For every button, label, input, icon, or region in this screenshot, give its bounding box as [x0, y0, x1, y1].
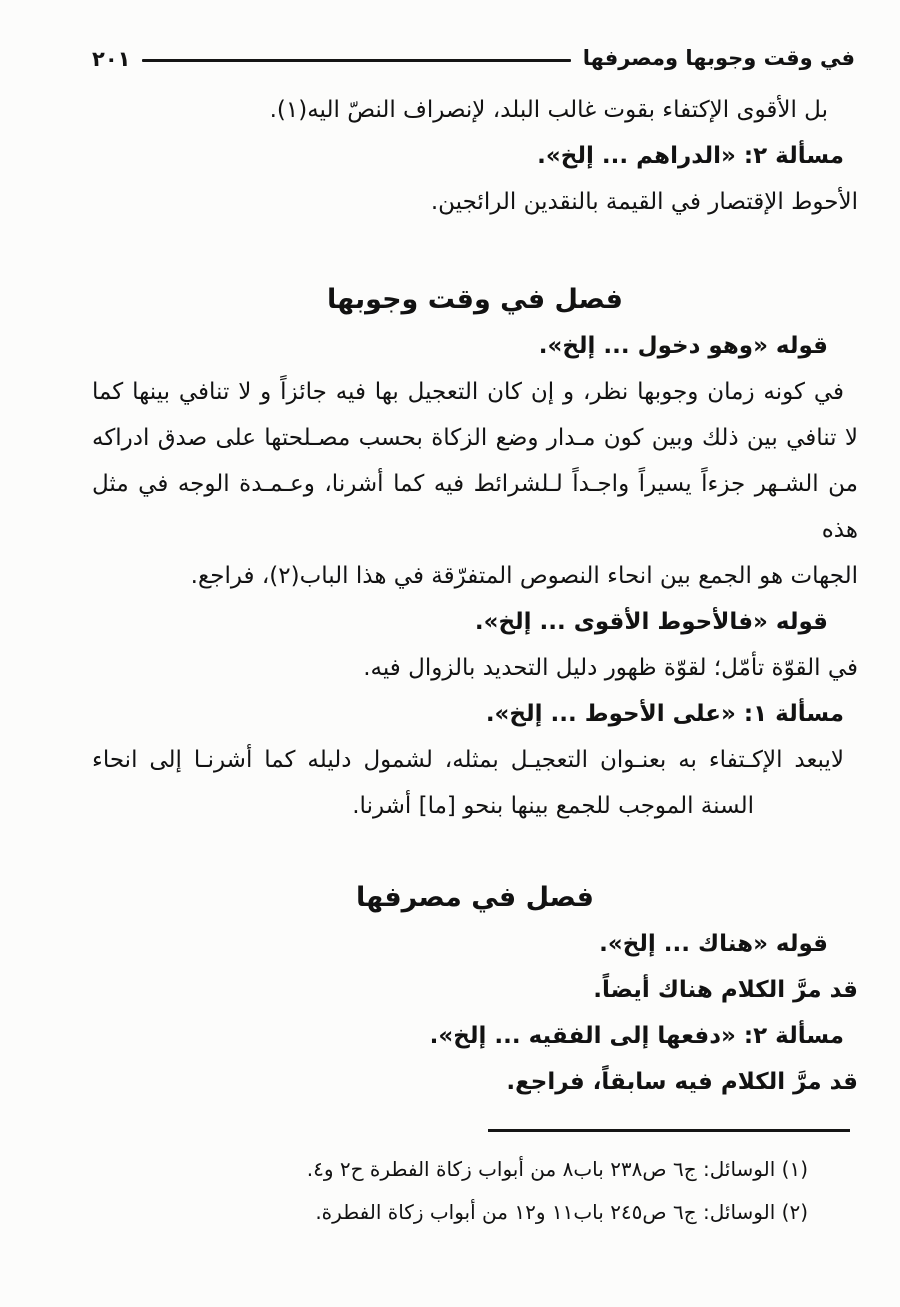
masala-heading: مسألة ٢: «الدراهم ... إلخ». [537, 143, 844, 170]
footnote-1: (١) الوسائل: ج٦ ص٢٣٨ باب٨ من أبواب زكاة الفطرة ح٢ و٤. [306, 1157, 808, 1182]
paragraph-line: لايبعد الإكـتفاء به بعنـوان التعجيـل بمثله، لشمول دليله كما أشرنـا إلى انحاء [92, 747, 844, 774]
page-body [0, 87, 900, 1105]
footnote-separator [488, 1129, 850, 1132]
masala-heading: مسألة ١: «على الأحوط ... إلخ». [485, 701, 844, 728]
paragraph-line: السنة الموجب للجمع بينها بنحو [ما] أشرنا. [352, 793, 754, 820]
footnotes [0, 1148, 900, 1234]
intro-line: بل الأقوى الإكتفاء بقوت غالب البلد، لإنصراف النصّ اليه(١). [269, 97, 828, 124]
comment-line: قد مرَّ الكلام هناك أيضاً. [593, 977, 858, 1004]
section-heading-masraf: فصل في مصرفها [356, 882, 594, 914]
paragraph-line: من الشـهر جزءاً يسيراً واجـداً لـلشرائط فيه كما أشرنا، وعـمـدة الوجه في مثل هذه [92, 471, 858, 544]
section-heading-waqt: فصل في وقت وجوبها [327, 284, 623, 316]
paragraph-line: لا تنافي بين ذلك وبين كون مـدار وضع الزكاة بحسب مصـلحتها على صدق ادراكه [92, 425, 858, 452]
footnote-2: (٢) الوسائل: ج٦ ص٢٤٥ باب١١ و١٢ من أبواب زكاة الفطرة. [315, 1200, 808, 1225]
comment-line: في القوّة تأمّل؛ لقوّة ظهور دليل التحديد بالزوال فيه. [363, 655, 858, 682]
page-number: ٢٠١ [92, 46, 131, 71]
header-rule [142, 59, 570, 62]
paragraph-line: الجهات هو الجمع بين انحاء النصوص المتفرّقة في هذا الباب(٢)، فراجع. [190, 563, 858, 590]
qawluh-line: قوله «وهو دخول ... إلخ». [538, 333, 828, 360]
masala-heading: مسألة ٢: «دفعها إلى الفقيه ... إلخ». [429, 1023, 844, 1050]
paragraph-line: في كونه زمان وجوبها نظر، و إن كان التعجيل بها فيه جائزاً و لا تنافي بينها كما [92, 379, 844, 406]
comment-line: قد مرَّ الكلام فيه سابقاً، فراجع. [506, 1069, 858, 1096]
comment-line: الأحوط الإقتصار في القيمة بالنقدين الرائجين. [430, 189, 858, 216]
page-header [0, 0, 900, 71]
qawluh-line: قوله «فالأحوط الأقوى ... إلخ». [474, 609, 828, 636]
qawluh-line: قوله «هناك ... إلخ». [599, 931, 828, 958]
running-title: في وقت وجوبها ومصرفها [582, 46, 855, 70]
